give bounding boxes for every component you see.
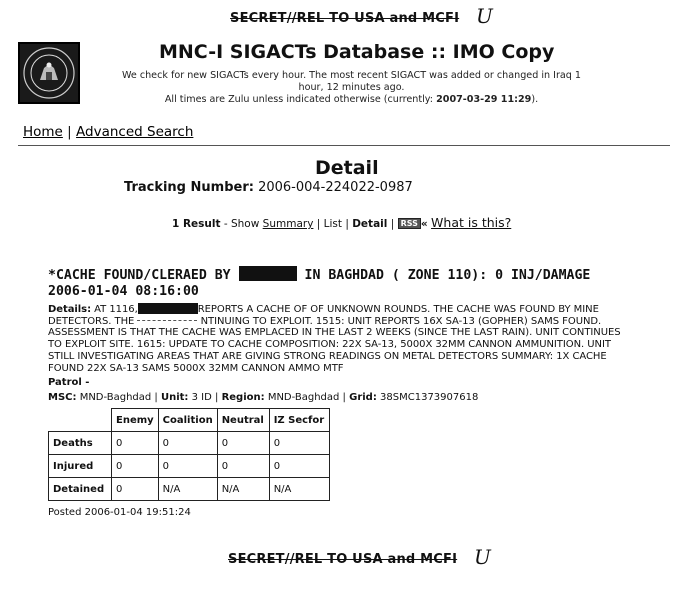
unit-info: MSC: MND-Baghdad | Unit: 3 ID | Region: MND-Baghdad | Grid: 38SMC1373907618 xyxy=(48,392,479,403)
show-label: - Show xyxy=(223,218,260,230)
classification-banner-bottom: SECRET//REL TO USA and MCFI xyxy=(228,552,458,567)
details-line-5: STILL INVESTIGATING AREAS THAT ARE GIVING STRONG READINGS ON METAL DETECTORS SUMMARY: 1X CACHE xyxy=(48,350,607,362)
patrol-label xyxy=(48,377,89,388)
row-header: Detained xyxy=(49,478,112,501)
unit-value: 3 ID xyxy=(191,392,212,403)
table-cell: N/A xyxy=(269,478,329,501)
table-header-row xyxy=(49,409,330,432)
table-cell: 0 xyxy=(158,432,217,455)
nav-divider xyxy=(18,145,670,146)
details-line-6: FOUND 22X SA-13 SAMS 5000X 32MM CANNON AMMO MTF xyxy=(48,362,344,374)
posted-timestamp: Posted 2006-01-04 19:51:24 xyxy=(48,507,191,518)
report-headline xyxy=(48,266,590,283)
grid-value: 38SMC1373907618 xyxy=(380,392,479,403)
table-corner xyxy=(49,409,112,432)
details-text-1a: AT 1116, xyxy=(94,304,138,315)
msc-value: MND-Baghdad xyxy=(79,392,152,403)
what-is-this-link[interactable]: What is this? xyxy=(431,215,512,230)
details-line-3: ASSESSMENT IS THAT THE CACHE WAS EMPLACED IN THE LAST 2 WEEKS (SINCE THE LAST RAIN). UNIT CONTINUES xyxy=(48,327,621,339)
row-header: Deaths xyxy=(49,432,112,455)
details-line-4: TO EXPLOIT SITE. 1615: UPDATE TO CACHE COMPOSITION: 22X SA-13, 5000X 32MM CANNON AMMUNITION. UNIT xyxy=(48,339,611,351)
redaction-dashes xyxy=(137,320,197,321)
classification-initials-top: U xyxy=(476,4,493,28)
list-link[interactable]: List xyxy=(323,218,342,230)
region-label: Region: xyxy=(221,392,265,403)
col-header: Enemy xyxy=(112,409,159,432)
redaction-block xyxy=(138,303,198,314)
details-text-2a: DETECTORS. THE xyxy=(48,315,135,327)
rss-arrows: « xyxy=(420,218,428,230)
mnci-seal-logo xyxy=(18,42,80,104)
top-nav xyxy=(23,124,193,140)
msc-label: MSC: xyxy=(48,392,77,403)
update-note-line2: hour, 12 minutes ago. xyxy=(298,82,405,93)
update-note-line1: We check for new SIGACTs every hour. The most recent SIGACT was added or changed in Iraq 1 xyxy=(121,70,582,81)
current-time: 2007-03-29 11:29 xyxy=(436,94,532,105)
tracking-value: 2006-004-224022-0987 xyxy=(258,180,413,195)
details-text-1b: REPORTS A CACHE OF OF UNKNOWN ROUNDS. THE CACHE WAS FOUND BY MINE xyxy=(197,304,599,315)
table-cell: N/A xyxy=(158,478,217,501)
table-row xyxy=(49,478,330,501)
col-header: IZ Secfor xyxy=(269,409,329,432)
table-cell: 0 xyxy=(112,455,159,478)
headline-part2: IN BAGHDAD ( ZONE 110): 0 INJ/DAMAGE xyxy=(304,268,591,283)
detail-current: Detail xyxy=(352,218,388,230)
headline-part1: *CACHE FOUND/CLERAED BY xyxy=(48,268,231,283)
summary-link[interactable]: Summary xyxy=(262,218,314,230)
report-datetime: 2006-01-04 08:16:00 xyxy=(48,284,199,299)
results-bar: 1 Result - Show Summary | List | Detail | RSS « What is this? xyxy=(172,215,512,230)
report-details xyxy=(48,303,673,374)
classification-banner-top: SECRET//REL TO USA and MCFI xyxy=(230,11,460,26)
rss-icon[interactable]: RSS xyxy=(398,218,421,229)
redaction-block xyxy=(239,266,297,281)
home-link[interactable]: Home xyxy=(23,124,63,140)
details-line-1 xyxy=(48,303,673,316)
page-title: MNC-I SIGACTs Database :: IMO Copy xyxy=(159,41,555,63)
region-value: MND-Baghdad xyxy=(267,392,340,403)
zulu-note-prefix: All times are Zulu unless indicated otherwise (currently: xyxy=(164,94,434,105)
detail-heading: Detail xyxy=(315,157,379,179)
nav-separator: | xyxy=(67,124,72,140)
result-count: 1 Result xyxy=(172,218,221,230)
table-cell: N/A xyxy=(217,478,269,501)
details-line-2 xyxy=(48,316,673,328)
table-cell: 0 xyxy=(158,455,217,478)
patrol-text: Patrol - xyxy=(48,377,90,388)
row-header: Injured xyxy=(49,455,112,478)
classification-initials-bottom: U xyxy=(474,545,491,569)
unit-label: Unit: xyxy=(160,392,189,403)
zulu-note xyxy=(104,94,599,106)
zulu-note-suffix: ). xyxy=(531,94,539,105)
advanced-search-link[interactable]: Advanced Search xyxy=(76,124,194,140)
tracking-number xyxy=(124,180,413,195)
table-cell: 0 xyxy=(112,432,159,455)
col-header: Neutral xyxy=(217,409,269,432)
casualty-table xyxy=(48,408,330,501)
table-cell: 0 xyxy=(217,432,269,455)
grid-label: Grid: xyxy=(349,392,377,403)
details-text-2b: NTINUING TO EXPLOIT. 1515: UNIT REPORTS 16X SA-13 (GOPHER) SAMS FOUND. xyxy=(200,315,602,327)
details-label: Details: xyxy=(48,304,92,315)
table-cell: 0 xyxy=(112,478,159,501)
table-cell: 0 xyxy=(269,455,329,478)
table-cell: 0 xyxy=(217,455,269,478)
tracking-label: Tracking Number: xyxy=(124,180,254,195)
table-cell: 0 xyxy=(269,432,329,455)
col-header: Coalition xyxy=(158,409,217,432)
update-note xyxy=(104,70,599,106)
table-row xyxy=(49,455,330,478)
table-row xyxy=(49,432,330,455)
